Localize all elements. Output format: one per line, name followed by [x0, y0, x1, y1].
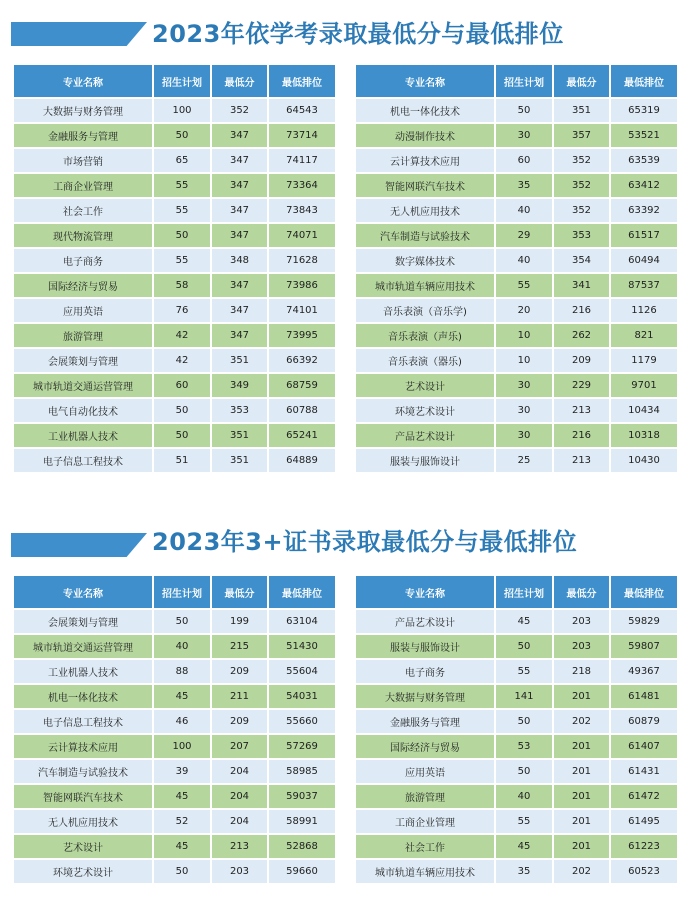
major-name-cell: 艺术设计 — [14, 835, 154, 860]
plan-count-cell: 50 — [154, 860, 212, 885]
table-row — [356, 224, 677, 249]
table-row — [14, 735, 335, 760]
header-min-rank: 最低排位 — [611, 65, 677, 99]
min-rank-cell: 61223 — [611, 835, 677, 860]
plan-count-cell: 50 — [496, 760, 554, 785]
min-rank-cell: 55604 — [269, 660, 335, 685]
table-row — [356, 399, 677, 424]
header-major: 专业名称 — [356, 576, 496, 610]
table-row — [14, 449, 335, 474]
plan-count-cell: 35 — [496, 860, 554, 885]
min-score-cell: 352 — [554, 174, 611, 199]
table-row — [14, 174, 335, 199]
plan-count-cell: 46 — [154, 710, 212, 735]
min-rank-cell: 68759 — [269, 374, 335, 399]
plan-count-cell: 76 — [154, 299, 212, 324]
table-row — [14, 149, 335, 174]
major-name-cell: 汽车制造与试验技术 — [356, 224, 496, 249]
min-rank-cell: 60523 — [611, 860, 677, 885]
section1-banner-bar — [11, 22, 147, 46]
table-row — [14, 860, 335, 885]
header-min-score: 最低分 — [554, 576, 611, 610]
header-major: 专业名称 — [14, 576, 154, 610]
table-row — [356, 710, 677, 735]
min-score-cell: 203 — [554, 635, 611, 660]
plan-count-cell: 45 — [154, 785, 212, 810]
table-row — [14, 324, 335, 349]
table-row — [14, 99, 335, 124]
table-row — [14, 810, 335, 835]
major-name-cell: 产品艺术设计 — [356, 424, 496, 449]
min-score-cell: 351 — [212, 424, 269, 449]
plan-count-cell: 40 — [496, 249, 554, 274]
min-score-cell: 207 — [212, 735, 269, 760]
table-row — [356, 760, 677, 785]
min-score-cell: 347 — [212, 324, 269, 349]
plan-count-cell: 60 — [496, 149, 554, 174]
min-score-cell: 215 — [212, 635, 269, 660]
major-name-cell: 电子信息工程技术 — [14, 449, 154, 474]
plan-count-cell: 45 — [154, 685, 212, 710]
major-name-cell: 服装与服饰设计 — [356, 449, 496, 474]
table-row — [14, 299, 335, 324]
table-row — [356, 199, 677, 224]
plan-count-cell: 58 — [154, 274, 212, 299]
min-score-cell: 203 — [554, 610, 611, 635]
min-score-cell: 348 — [212, 249, 269, 274]
table-header — [14, 576, 335, 610]
major-name-cell: 音乐表演（器乐) — [356, 349, 496, 374]
table-row — [14, 124, 335, 149]
section1-title: 2023年依学考录取最低分与最低排位 — [152, 20, 564, 48]
min-rank-cell: 58985 — [269, 760, 335, 785]
min-rank-cell: 52868 — [269, 835, 335, 860]
min-rank-cell: 61517 — [611, 224, 677, 249]
min-rank-cell: 63392 — [611, 199, 677, 224]
major-name-cell: 城市轨道交通运营管理 — [14, 635, 154, 660]
min-rank-cell: 74071 — [269, 224, 335, 249]
table-row — [14, 660, 335, 685]
header-min-score: 最低分 — [212, 576, 269, 610]
min-score-cell: 347 — [212, 224, 269, 249]
min-rank-cell: 1179 — [611, 349, 677, 374]
min-score-cell: 351 — [212, 449, 269, 474]
table-row — [14, 199, 335, 224]
major-name-cell: 工业机器人技术 — [14, 424, 154, 449]
major-name-cell: 应用英语 — [356, 760, 496, 785]
major-name-cell: 大数据与财务管理 — [356, 685, 496, 710]
min-rank-cell: 61472 — [611, 785, 677, 810]
min-score-cell: 341 — [554, 274, 611, 299]
table-row — [14, 785, 335, 810]
table-row — [14, 835, 335, 860]
major-name-cell: 无人机应用技术 — [14, 810, 154, 835]
min-score-cell: 204 — [212, 810, 269, 835]
major-name-cell: 社会工作 — [14, 199, 154, 224]
header-plan: 招生计划 — [154, 576, 212, 610]
plan-count-cell: 100 — [154, 99, 212, 124]
table-row — [14, 349, 335, 374]
major-name-cell: 工商企业管理 — [14, 174, 154, 199]
min-score-cell: 213 — [212, 835, 269, 860]
table-row — [356, 635, 677, 660]
major-name-cell: 音乐表演（音乐学) — [356, 299, 496, 324]
min-score-cell: 347 — [212, 199, 269, 224]
table-row — [14, 635, 335, 660]
min-score-cell: 262 — [554, 324, 611, 349]
major-name-cell: 电气自动化技术 — [14, 399, 154, 424]
min-rank-cell: 63412 — [611, 174, 677, 199]
major-name-cell: 艺术设计 — [356, 374, 496, 399]
min-rank-cell: 58991 — [269, 810, 335, 835]
plan-count-cell: 45 — [496, 835, 554, 860]
major-name-cell: 工商企业管理 — [356, 810, 496, 835]
table-row — [14, 685, 335, 710]
plan-count-cell: 50 — [154, 124, 212, 149]
major-name-cell: 智能网联汽车技术 — [356, 174, 496, 199]
plan-count-cell: 29 — [496, 224, 554, 249]
table-row — [14, 424, 335, 449]
plan-count-cell: 42 — [154, 324, 212, 349]
major-name-cell: 数字媒体技术 — [356, 249, 496, 274]
plan-count-cell: 42 — [154, 349, 212, 374]
min-rank-cell: 51430 — [269, 635, 335, 660]
major-name-cell: 机电一体化技术 — [14, 685, 154, 710]
plan-count-cell: 30 — [496, 374, 554, 399]
min-score-cell: 347 — [212, 274, 269, 299]
plan-count-cell: 40 — [154, 635, 212, 660]
table-row — [14, 374, 335, 399]
table-row — [356, 274, 677, 299]
table-row — [14, 710, 335, 735]
plan-count-cell: 65 — [154, 149, 212, 174]
min-rank-cell: 60788 — [269, 399, 335, 424]
min-rank-cell: 60494 — [611, 249, 677, 274]
header-plan: 招生计划 — [496, 576, 554, 610]
plan-count-cell: 50 — [154, 610, 212, 635]
major-name-cell: 应用英语 — [14, 299, 154, 324]
plan-count-cell: 30 — [496, 124, 554, 149]
min-rank-cell: 61495 — [611, 810, 677, 835]
plan-count-cell: 45 — [154, 835, 212, 860]
header-min-rank: 最低排位 — [269, 576, 335, 610]
min-rank-cell: 57269 — [269, 735, 335, 760]
major-name-cell: 现代物流管理 — [14, 224, 154, 249]
header-min-rank: 最低排位 — [269, 65, 335, 99]
table-row — [356, 785, 677, 810]
min-rank-cell: 74101 — [269, 299, 335, 324]
major-name-cell: 工业机器人技术 — [14, 660, 154, 685]
major-name-cell: 电子信息工程技术 — [14, 710, 154, 735]
plan-count-cell: 35 — [496, 174, 554, 199]
major-name-cell: 城市轨道车辆应用技术 — [356, 274, 496, 299]
table-header — [356, 65, 677, 99]
major-name-cell: 环境艺术设计 — [356, 399, 496, 424]
min-score-cell: 352 — [554, 149, 611, 174]
min-rank-cell: 59660 — [269, 860, 335, 885]
table-row — [14, 249, 335, 274]
min-score-cell: 353 — [212, 399, 269, 424]
table-row — [14, 760, 335, 785]
header-min-rank: 最低排位 — [611, 576, 677, 610]
table-row — [356, 174, 677, 199]
header-min-score: 最低分 — [212, 65, 269, 99]
min-rank-cell: 71628 — [269, 249, 335, 274]
min-score-cell: 352 — [554, 199, 611, 224]
min-rank-cell: 73995 — [269, 324, 335, 349]
min-rank-cell: 53521 — [611, 124, 677, 149]
section2-right-table — [356, 576, 677, 885]
plan-count-cell: 10 — [496, 349, 554, 374]
min-score-cell: 213 — [554, 399, 611, 424]
major-name-cell: 无人机应用技术 — [356, 199, 496, 224]
min-rank-cell: 73714 — [269, 124, 335, 149]
plan-count-cell: 55 — [496, 810, 554, 835]
table-row — [356, 99, 677, 124]
plan-count-cell: 20 — [496, 299, 554, 324]
table-row — [356, 374, 677, 399]
min-score-cell: 201 — [554, 685, 611, 710]
major-name-cell: 汽车制造与试验技术 — [14, 760, 154, 785]
major-name-cell: 服装与服饰设计 — [356, 635, 496, 660]
plan-count-cell: 10 — [496, 324, 554, 349]
table-row — [356, 810, 677, 835]
plan-count-cell: 50 — [496, 635, 554, 660]
min-score-cell: 213 — [554, 449, 611, 474]
section2-left-table — [14, 576, 335, 885]
major-name-cell: 金融服务与管理 — [356, 710, 496, 735]
min-rank-cell: 65241 — [269, 424, 335, 449]
min-rank-cell: 59037 — [269, 785, 335, 810]
min-score-cell: 347 — [212, 299, 269, 324]
major-name-cell: 城市轨道交通运营管理 — [14, 374, 154, 399]
table-row — [14, 399, 335, 424]
major-name-cell: 产品艺术设计 — [356, 610, 496, 635]
table-row — [356, 835, 677, 860]
min-score-cell: 201 — [554, 810, 611, 835]
major-name-cell: 机电一体化技术 — [356, 99, 496, 124]
major-name-cell: 音乐表演（声乐) — [356, 324, 496, 349]
min-rank-cell: 64543 — [269, 99, 335, 124]
min-score-cell: 354 — [554, 249, 611, 274]
plan-count-cell: 50 — [496, 710, 554, 735]
table-row — [356, 610, 677, 635]
table-row — [356, 124, 677, 149]
plan-count-cell: 55 — [496, 660, 554, 685]
min-rank-cell: 60879 — [611, 710, 677, 735]
table-row — [14, 224, 335, 249]
plan-count-cell: 55 — [496, 274, 554, 299]
table-row — [356, 685, 677, 710]
plan-count-cell: 60 — [154, 374, 212, 399]
min-rank-cell: 64889 — [269, 449, 335, 474]
table-row — [356, 735, 677, 760]
min-score-cell: 202 — [554, 860, 611, 885]
table-row — [14, 610, 335, 635]
header-plan: 招生计划 — [154, 65, 212, 99]
header-plan: 招生计划 — [496, 65, 554, 99]
min-score-cell: 352 — [212, 99, 269, 124]
major-name-cell: 金融服务与管理 — [14, 124, 154, 149]
plan-count-cell: 30 — [496, 424, 554, 449]
plan-count-cell: 88 — [154, 660, 212, 685]
major-name-cell: 市场营销 — [14, 149, 154, 174]
min-score-cell: 201 — [554, 760, 611, 785]
section1-right-table — [356, 65, 677, 474]
plan-count-cell: 52 — [154, 810, 212, 835]
min-rank-cell: 73986 — [269, 274, 335, 299]
plan-count-cell: 39 — [154, 760, 212, 785]
table-row — [14, 274, 335, 299]
min-score-cell: 353 — [554, 224, 611, 249]
major-name-cell: 环境艺术设计 — [14, 860, 154, 885]
min-score-cell: 216 — [554, 424, 611, 449]
min-rank-cell: 54031 — [269, 685, 335, 710]
plan-count-cell: 55 — [154, 199, 212, 224]
major-name-cell: 国际经济与贸易 — [356, 735, 496, 760]
min-score-cell: 209 — [212, 710, 269, 735]
min-score-cell: 204 — [212, 760, 269, 785]
min-score-cell: 202 — [554, 710, 611, 735]
min-rank-cell: 55660 — [269, 710, 335, 735]
min-rank-cell: 61407 — [611, 735, 677, 760]
major-name-cell: 旅游管理 — [356, 785, 496, 810]
min-score-cell: 347 — [212, 174, 269, 199]
plan-count-cell: 55 — [154, 174, 212, 199]
min-rank-cell: 66392 — [269, 349, 335, 374]
major-name-cell: 动漫制作技术 — [356, 124, 496, 149]
min-rank-cell: 61431 — [611, 760, 677, 785]
min-rank-cell: 65319 — [611, 99, 677, 124]
min-rank-cell: 9701 — [611, 374, 677, 399]
plan-count-cell: 40 — [496, 785, 554, 810]
section1-left-table — [14, 65, 335, 474]
min-score-cell: 201 — [554, 835, 611, 860]
min-score-cell: 229 — [554, 374, 611, 399]
min-rank-cell: 1126 — [611, 299, 677, 324]
plan-count-cell: 45 — [496, 610, 554, 635]
min-score-cell: 351 — [554, 99, 611, 124]
min-rank-cell: 87537 — [611, 274, 677, 299]
min-rank-cell: 73364 — [269, 174, 335, 199]
header-major: 专业名称 — [356, 65, 496, 99]
table-row — [356, 149, 677, 174]
min-rank-cell: 10430 — [611, 449, 677, 474]
min-score-cell: 216 — [554, 299, 611, 324]
table-row — [356, 324, 677, 349]
plan-count-cell: 50 — [154, 224, 212, 249]
plan-count-cell: 55 — [154, 249, 212, 274]
major-name-cell: 会展策划与管理 — [14, 349, 154, 374]
table-row — [356, 249, 677, 274]
plan-count-cell: 30 — [496, 399, 554, 424]
min-score-cell: 203 — [212, 860, 269, 885]
major-name-cell: 旅游管理 — [14, 324, 154, 349]
plan-count-cell: 50 — [154, 424, 212, 449]
table-row — [356, 449, 677, 474]
major-name-cell: 云计算技术应用 — [356, 149, 496, 174]
plan-count-cell: 50 — [154, 399, 212, 424]
header-major: 专业名称 — [14, 65, 154, 99]
major-name-cell: 社会工作 — [356, 835, 496, 860]
major-name-cell: 会展策划与管理 — [14, 610, 154, 635]
min-score-cell: 201 — [554, 785, 611, 810]
plan-count-cell: 141 — [496, 685, 554, 710]
min-rank-cell: 10434 — [611, 399, 677, 424]
min-score-cell: 201 — [554, 735, 611, 760]
min-score-cell: 349 — [212, 374, 269, 399]
major-name-cell: 云计算技术应用 — [14, 735, 154, 760]
min-rank-cell: 10318 — [611, 424, 677, 449]
table-row — [356, 860, 677, 885]
min-rank-cell: 61481 — [611, 685, 677, 710]
plan-count-cell: 51 — [154, 449, 212, 474]
header-min-score: 最低分 — [554, 65, 611, 99]
table-header — [356, 576, 677, 610]
min-score-cell: 357 — [554, 124, 611, 149]
plan-count-cell: 53 — [496, 735, 554, 760]
major-name-cell: 电子商务 — [14, 249, 154, 274]
table-row — [356, 349, 677, 374]
min-score-cell: 199 — [212, 610, 269, 635]
plan-count-cell: 100 — [154, 735, 212, 760]
min-score-cell: 347 — [212, 124, 269, 149]
min-score-cell: 218 — [554, 660, 611, 685]
plan-count-cell: 25 — [496, 449, 554, 474]
min-rank-cell: 63539 — [611, 149, 677, 174]
table-header — [14, 65, 335, 99]
table-row — [356, 424, 677, 449]
section2-banner-bar — [11, 533, 147, 557]
min-score-cell: 209 — [212, 660, 269, 685]
major-name-cell: 大数据与财务管理 — [14, 99, 154, 124]
table-row — [356, 299, 677, 324]
min-score-cell: 347 — [212, 149, 269, 174]
min-rank-cell: 59829 — [611, 610, 677, 635]
min-score-cell: 211 — [212, 685, 269, 710]
plan-count-cell: 40 — [496, 199, 554, 224]
min-rank-cell: 73843 — [269, 199, 335, 224]
major-name-cell: 城市轨道车辆应用技术 — [356, 860, 496, 885]
min-rank-cell: 49367 — [611, 660, 677, 685]
plan-count-cell: 50 — [496, 99, 554, 124]
section2-title: 2023年3+证书录取最低分与最低排位 — [152, 528, 578, 556]
min-score-cell: 209 — [554, 349, 611, 374]
table-row — [356, 660, 677, 685]
major-name-cell: 国际经济与贸易 — [14, 274, 154, 299]
min-score-cell: 204 — [212, 785, 269, 810]
min-rank-cell: 74117 — [269, 149, 335, 174]
major-name-cell: 智能网联汽车技术 — [14, 785, 154, 810]
min-rank-cell: 821 — [611, 324, 677, 349]
min-score-cell: 351 — [212, 349, 269, 374]
min-rank-cell: 63104 — [269, 610, 335, 635]
min-rank-cell: 59807 — [611, 635, 677, 660]
major-name-cell: 电子商务 — [356, 660, 496, 685]
